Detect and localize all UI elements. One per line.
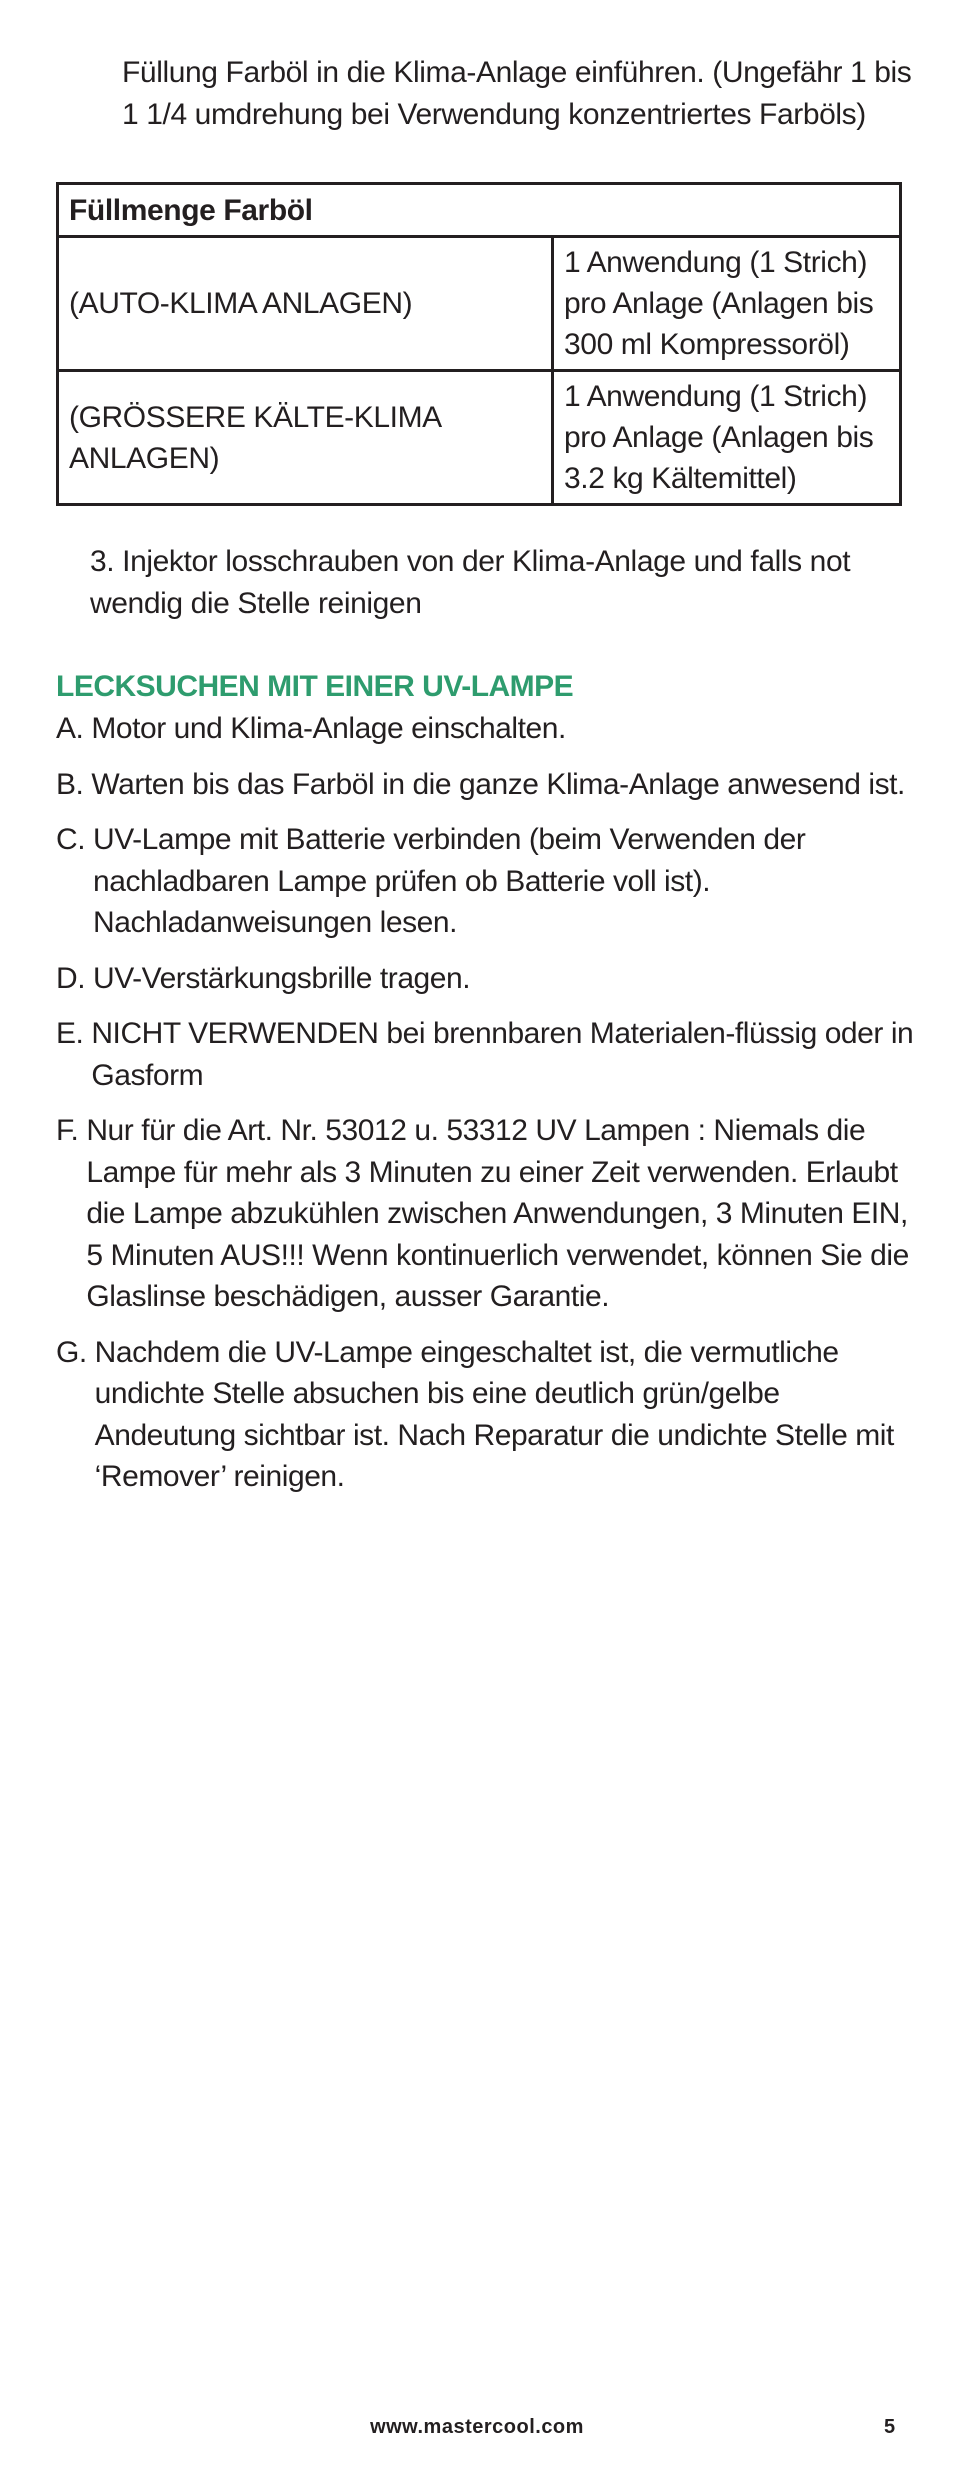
list-item-text <box>86 1110 916 1318</box>
list-item-text <box>91 708 916 750</box>
footer-website: www.mastercool.com <box>370 2416 584 2438</box>
list-item-line: Nur für die Art. Nr. 53012 u. 53312 UV Lampen : Niemals die <box>86 1114 866 1147</box>
step-3-paragraph <box>90 541 922 625</box>
system-cell: (AUTO-KLIMA ANLAGEN) <box>58 237 553 371</box>
list-item-line: Lampe für mehr als 3 Minuten zu einer Zeit verwenden. Erlaubt <box>86 1155 898 1189</box>
uv-section-heading: LECKSUCHEN MIT EINER UV-LAMPE <box>56 670 574 703</box>
list-item-line: Motor und Klima-Anlage einschalten. <box>91 712 566 745</box>
list-item-text <box>93 819 916 944</box>
amount-line: 1 Anwendung (1 Strich) <box>564 246 868 279</box>
list-item <box>56 764 916 806</box>
list-marker: B. <box>56 767 92 801</box>
page-number: 5 <box>884 2416 896 2438</box>
list-item-line: nachladbaren Lampe prüfen ob Batterie voll ist). <box>93 864 711 898</box>
intro-paragraph <box>122 52 912 136</box>
list-marker: F. <box>56 1114 87 1147</box>
amount-cell <box>553 237 901 371</box>
list-item-line: undichte Stelle absuchen bis eine deutlich grün/gelbe <box>94 1377 780 1410</box>
list-item-line: Gasform <box>91 1058 204 1092</box>
list-item-line: UV-Verstärkungsbrille tragen. <box>93 961 471 995</box>
list-item-line: 5 Minuten AUS!!! Wenn kontinuerlich verwendet, können Sie die <box>86 1238 909 1272</box>
fill-amount-table <box>56 182 902 506</box>
amount-line: 1 Anwendung (1 Strich) <box>564 380 868 413</box>
list-item-text <box>91 764 916 806</box>
list-item-line: ‘Remover’ reinigen. <box>94 1460 345 1493</box>
list-marker: G. <box>56 1335 95 1369</box>
table-header: Füllmenge Farböl <box>58 184 901 237</box>
list-item-line: UV-Lampe mit Batterie verbinden (beim Verwenden der <box>93 823 806 856</box>
list-marker: A. <box>56 712 92 745</box>
list-item <box>56 958 916 1000</box>
table-header-row <box>58 184 901 237</box>
table-row <box>58 237 901 371</box>
step-3-line: wendig die Stelle reinigen <box>90 587 422 620</box>
list-item-text <box>93 958 916 1000</box>
amount-cell <box>553 371 901 505</box>
intro-line: Füllung Farböl in die Klima-Anlage einführen. (Ungefähr 1 bis <box>122 56 912 89</box>
amount-line: 300 ml Kompressoröl) <box>564 328 850 361</box>
list-item-line: Warten bis das Farböl in die ganze Klima-Anlage anwesend ist. <box>91 767 905 801</box>
list-item-line: Nachdem die UV-Lampe eingeschaltet ist, die vermutliche <box>94 1335 839 1369</box>
uv-instructions-list <box>56 708 916 1512</box>
list-item-line: Glaslinse beschädigen, ausser Garantie. <box>86 1280 610 1313</box>
amount-line: pro Anlage (Anlagen bis <box>564 287 874 320</box>
list-marker: D. <box>56 961 93 995</box>
list-item-line: die Lampe abzukühlen zwischen Anwendungen, 3 Minuten EIN, <box>86 1197 908 1230</box>
list-marker: E. <box>56 1017 92 1050</box>
list-item <box>56 819 916 944</box>
step-3-line: 3. Injektor losschrauben von der Klima-Anlage und falls not <box>90 545 851 578</box>
list-item-line: Andeutung sichtbar ist. Nach Reparatur die undichte Stelle mit <box>94 1418 894 1452</box>
list-item <box>56 1110 916 1318</box>
intro-line: 1 1/4 umdrehung bei Verwendung konzentriertes Farböls) <box>122 98 866 131</box>
system-cell: (GRÖSSERE KÄLTE-KLIMA ANLAGEN) <box>58 371 553 505</box>
list-item-line: NICHT VERWENDEN bei brennbaren Materialen-flüssig oder in <box>91 1017 914 1050</box>
list-item <box>56 1013 916 1096</box>
list-item-line: Nachladanweisungen lesen. <box>93 906 458 939</box>
list-item-text <box>91 1013 916 1096</box>
amount-line: pro Anlage (Anlagen bis <box>564 421 874 454</box>
amount-line: 3.2 kg Kältemittel) <box>564 462 797 495</box>
list-item <box>56 1332 916 1498</box>
list-marker: C. <box>56 823 93 856</box>
table-row <box>58 371 901 505</box>
list-item <box>56 708 916 750</box>
list-item-text <box>95 1332 916 1498</box>
